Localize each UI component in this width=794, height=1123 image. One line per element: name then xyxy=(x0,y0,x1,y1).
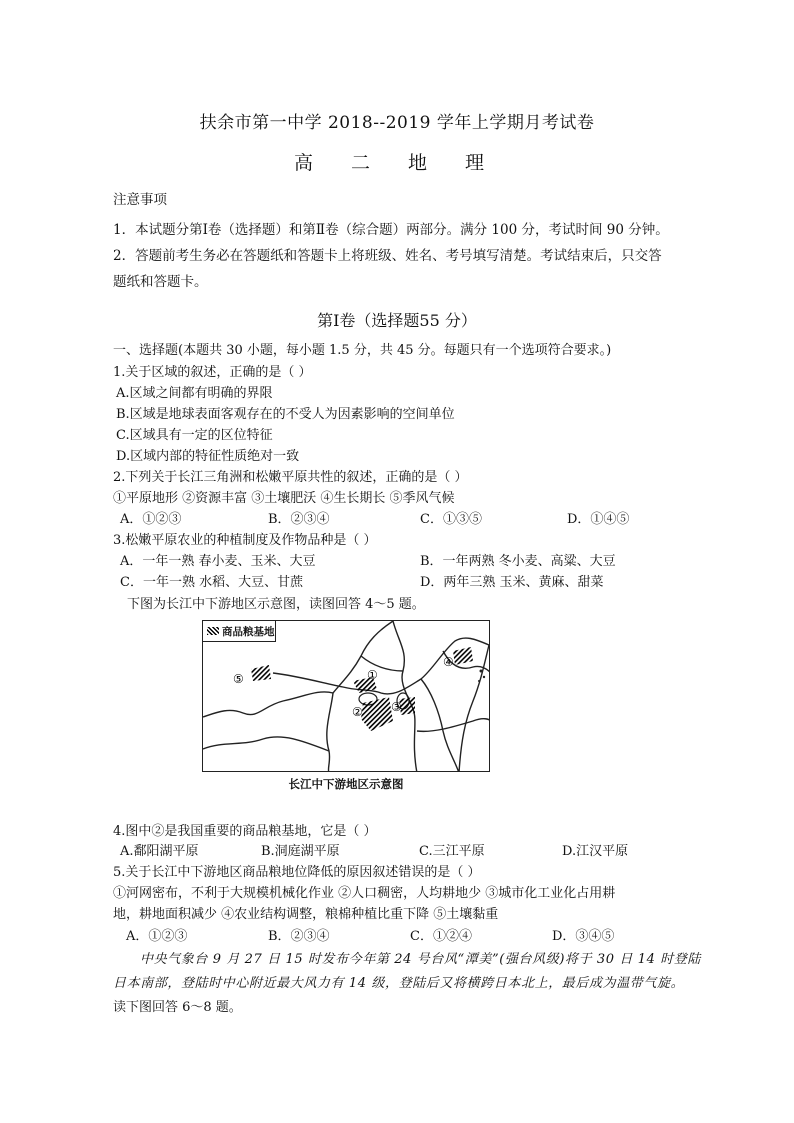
question-3-stem: 3.松嫩平原农业的种植制度及作物品种是（ ） xyxy=(113,533,377,548)
map-label-4: ④ xyxy=(443,655,454,669)
notice-heading: 注意事项 xyxy=(113,192,167,208)
question-4-option-a: A.鄱阳湖平原 xyxy=(120,844,199,859)
island xyxy=(480,670,483,673)
question-5-items-line1: ①河网密布，不利于大规模机械化作业 ②人口稠密，人均耕地少 ③城市化工业化占用耕 xyxy=(113,886,616,901)
question-3-option-d: D．两年三熟 玉米、黄麻、甜菜 xyxy=(420,575,604,590)
exam-subtitle: 高 二 地 理 xyxy=(293,152,501,174)
question-1-option-a: A.区域之间都有明确的界限 xyxy=(116,386,273,401)
island xyxy=(483,676,485,678)
island xyxy=(478,680,480,682)
question-3-option-b: B．一年两熟 冬小麦、高粱、大豆 xyxy=(420,554,616,569)
section-title: 第Ⅰ卷（选择题55 分） xyxy=(317,311,477,330)
map-legend xyxy=(203,621,276,642)
question-1-option-c: C.区域具有一定的区位特征 xyxy=(116,428,273,443)
question-1-option-b: B.区域是地球表面客观存在的不受人为因素影响的空间单位 xyxy=(116,407,455,422)
map-label-3: ③ xyxy=(391,700,402,714)
province-boundary xyxy=(417,719,490,732)
exam-title: 扶余市第一中学 2018--2019 学年上学期月考试卷 xyxy=(199,113,595,133)
question-5-stem: 5.关于长江中下游地区商品粮地位降低的原因叙述错误的是（ ） xyxy=(113,865,481,880)
map-label-5: ⑤ xyxy=(233,672,244,686)
question-2-items: ①平原地形 ②资源丰富 ③土壤肥沃 ④生长期长 ⑤季风气候 xyxy=(113,491,455,506)
map-intro: 下图为长江中下游地区示意图，读图回答 4～5 题。 xyxy=(127,597,425,612)
question-2-option-a: A．①②③ xyxy=(120,512,182,527)
question-2-option-c: C．①③⑤ xyxy=(420,512,482,527)
grain-base-4 xyxy=(453,647,473,665)
province-boundary xyxy=(421,679,459,772)
coastline xyxy=(459,645,489,772)
question-2-option-d: D．①④⑤ xyxy=(567,512,630,527)
question-1-option-d: D.区域内部的特征性质绝对一致 xyxy=(116,449,300,464)
yangtze-map xyxy=(202,620,490,772)
passage-line-1: 中央气象台 9 月 27 日 15 时发布今年第 24 号台风“潭美”(强台风级)将于 30 日 14 时登陆 xyxy=(140,952,702,967)
question-5-option-c: C．①②④ xyxy=(410,929,472,944)
province-boundary xyxy=(203,737,329,751)
question-1-stem: 1.关于区域的叙述，正确的是（ ） xyxy=(113,365,312,380)
question-3-option-a: A．一年一熟 春小麦、玉米、大豆 xyxy=(120,554,316,569)
legend-hatch-swatch xyxy=(207,627,219,635)
grain-base-5 xyxy=(251,665,271,681)
passage-line-3: 读下图回答 6～8 题。 xyxy=(113,1000,242,1015)
notice-item-1: 1．本试题分第Ⅰ卷（选择题）和第Ⅱ卷（综合题）两部分。满分 100 分，考试时间 90 分钟。 xyxy=(113,222,669,238)
legend-label: 商品粮基地 xyxy=(222,626,275,638)
section-instruction: 一、选择题(本题共 30 小题，每小题 1.5 分，共 45 分。每题只有一个选项符合要求。) xyxy=(113,343,612,358)
map-label-1: ① xyxy=(367,668,378,682)
question-4-stem: 4.图中②是我国重要的商品粮基地，它是（ ） xyxy=(113,824,377,839)
province-boundary xyxy=(327,693,333,772)
question-5-option-a: A．①②③ xyxy=(126,929,188,944)
passage-line-2: 日本南部，登陆时中心附近最大风力有 14 级，登陆后又将横跨日本北上，最后成为温带气旋。 xyxy=(113,976,685,991)
grain-base-2 xyxy=(361,697,393,731)
question-5-option-b: B．②③④ xyxy=(268,929,330,944)
province-boundary xyxy=(393,621,417,772)
question-2-option-b: B．②③④ xyxy=(268,512,330,527)
map-drawing xyxy=(203,621,490,772)
question-2-stem: 2.下列关于长江三角洲和松嫩平原共性的叙述，正确的是（ ） xyxy=(113,470,468,485)
question-4-option-c: C.三江平原 xyxy=(419,844,485,859)
question-3-option-c: C．一年一熟 水稻、大豆、甘蔗 xyxy=(120,575,304,590)
map-caption: 长江中下游地区示意图 xyxy=(288,777,404,791)
notice-item-2: 2．答题前考生务必在答题纸和答题卡上将班级、姓名、考号填写清楚。考试结束后，只交答 xyxy=(113,248,662,264)
question-4-option-b: B.洞庭湖平原 xyxy=(261,844,340,859)
map-label-2: ② xyxy=(352,705,363,719)
question-5-option-d: D．③④⑤ xyxy=(552,929,615,944)
question-4-option-d: D.江汉平原 xyxy=(562,844,629,859)
notice-item-2-cont: 题纸和答题卡。 xyxy=(113,274,208,290)
question-5-items-line2: 地，耕地面积减少 ④农业结构调整，粮棉种植比重下降 ⑤土壤黏重 xyxy=(113,907,499,922)
